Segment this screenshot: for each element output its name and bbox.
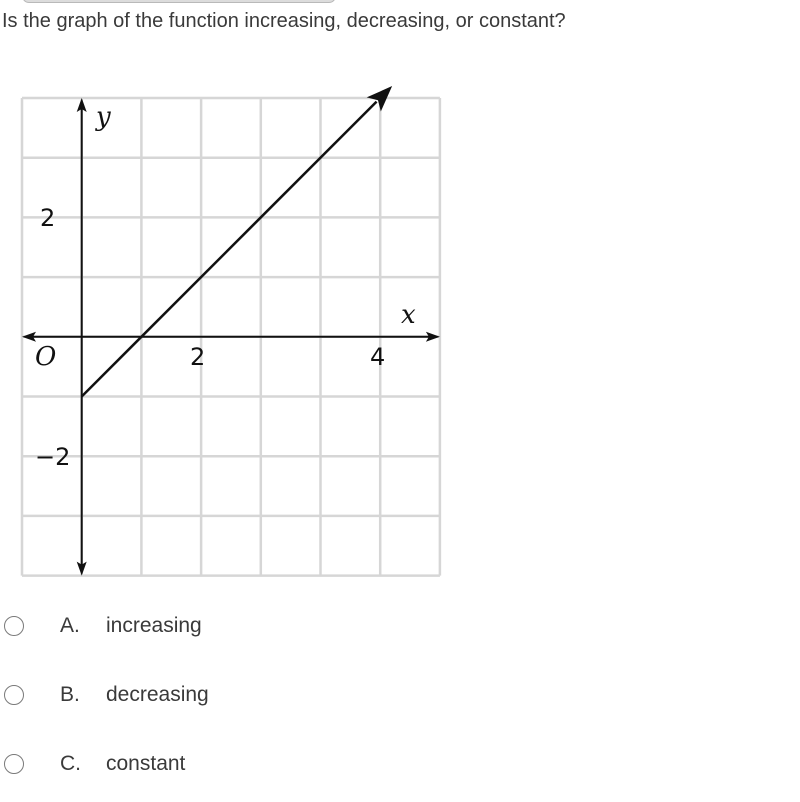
- graph-axes: [22, 98, 440, 576]
- question-text: Is the graph of the function increasing, decreasing, or constant?: [2, 10, 566, 32]
- radio-button-icon[interactable]: [4, 616, 24, 636]
- function-graph: [0, 0, 460, 600]
- x-axis-label: x: [401, 300, 416, 330]
- x-tick-label-2: 2: [190, 343, 206, 371]
- choice-label: increasing: [106, 614, 202, 637]
- graph-line: [82, 86, 392, 396]
- choice-letter: A.: [60, 614, 80, 637]
- origin-label: O: [35, 342, 57, 372]
- radio-button-icon[interactable]: [4, 754, 24, 774]
- radio-button-icon[interactable]: [4, 685, 24, 705]
- choice-label: decreasing: [106, 683, 209, 706]
- function-line: [82, 102, 377, 397]
- choice-a[interactable]: [0, 610, 300, 644]
- y-axis-label: y: [96, 102, 111, 132]
- x-tick-label-4: 4: [370, 343, 386, 371]
- y-tick-label-neg-2: −2: [35, 443, 71, 471]
- choice-letter: C.: [60, 752, 81, 775]
- choice-label: constant: [106, 752, 186, 775]
- choice-b[interactable]: [0, 679, 300, 713]
- y-tick-label-2: 2: [40, 204, 56, 232]
- choice-c[interactable]: [0, 748, 300, 782]
- choice-letter: B.: [60, 683, 80, 706]
